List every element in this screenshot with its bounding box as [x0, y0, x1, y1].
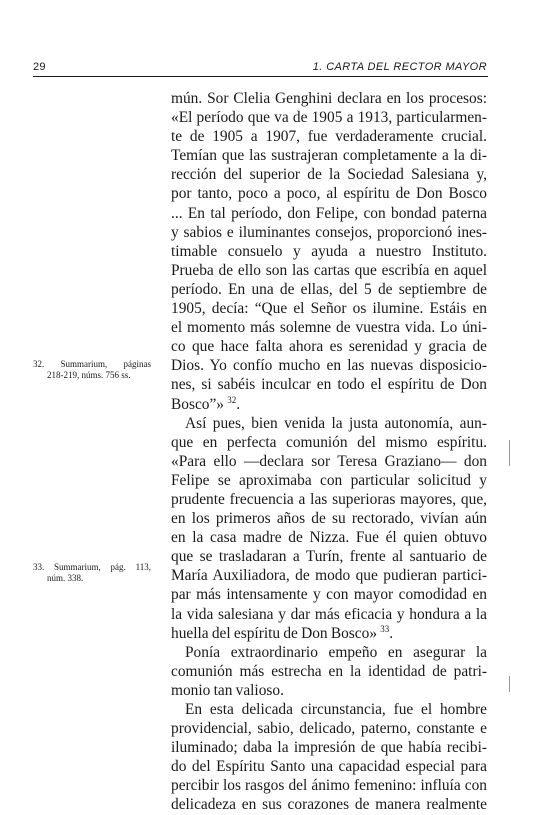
body-line: «Para ello —declara sor Teresa Graziano— don — [171, 452, 487, 470]
body-line: mún. Sor Clelia Genghini declara en los procesos: — [171, 90, 487, 107]
footnote-text: 32. Summarium, páginas — [33, 359, 151, 369]
body-line: ... En tal período, don Felipe, con bondad paterna — [171, 204, 487, 222]
body-line: que en perfecta comunión del mismo espíritu. — [171, 433, 487, 451]
footnote-text: núm. 338. — [47, 573, 84, 583]
body-line: Prueba de ello son las cartas que escribía en aquel — [171, 261, 487, 279]
body-line: percibir los rasgos del ánimo femenino: influía con — [171, 777, 487, 795]
margin-scan-mark — [509, 676, 510, 692]
body-line: período. En una de ellas, del 5 de septiembre de — [171, 280, 487, 298]
footnote-ref-32: 32 — [227, 394, 237, 405]
body-line: timable consuelo y ayuda a nuestro Instituto. — [171, 242, 487, 260]
body-line: par más intensamente y con mayor comodidad en — [171, 586, 487, 604]
footnote-line — [33, 562, 151, 573]
body-line: te de 1905 a 1907, fue verdaderamente crucial. — [171, 128, 487, 146]
body-line: Temían que las sustrajeran completamente a la di- — [171, 147, 487, 165]
body-line: y sabios e iluminantes consejos, proporcionó ines- — [171, 223, 487, 241]
footnote-ref-33: 33 — [380, 623, 390, 634]
body-line: huella del espíritu de Don Bosco» $^{33}$. — [171, 623, 394, 642]
body-line: María Auxiliadora, de modo que pudieran partici- — [171, 567, 487, 585]
body-line: la vida salesiana y dar más eficacia y hondura a la — [171, 605, 487, 623]
body-line-text: Bosco”» — [171, 395, 228, 413]
body-line: monio tan valioso. — [171, 681, 284, 699]
body-line: En esta delicada circunstancia, fue el hombre — [185, 701, 487, 718]
body-line: comunión más estrecha en la identidad de patri- — [171, 662, 487, 680]
page-number: 29 — [33, 61, 46, 73]
header-rule — [33, 76, 488, 77]
body-line: Dios. Yo confío mucho en las nuevas disposicio- — [171, 357, 487, 375]
body-line: providencial, sabio, delicado, paterno, constante e — [171, 720, 487, 738]
body-line: por tanto, poco a poco, al espíritu de Don Bosco — [171, 185, 487, 203]
footnote-33 — [33, 562, 151, 584]
margin-scan-mark — [509, 440, 510, 466]
body-line: prudente frecuencia a las superioras mayores, que, — [171, 490, 487, 508]
body-line: Así pues, bien venida la justa autonomía, aun- — [185, 414, 487, 432]
footnote-text: 33. Summarium, pág. 113, — [33, 562, 151, 572]
footnote-line — [33, 573, 151, 584]
footnote-text: 218-219, núms. 756 ss. — [47, 370, 131, 380]
footnote-line — [33, 359, 151, 370]
footnote-32 — [33, 359, 151, 381]
body-line: delicadeza en sus corazones de manera realmente — [171, 796, 487, 814]
body-text — [171, 89, 487, 815]
body-line: rección del superior de la Sociedad Salesiana y, — [171, 166, 487, 184]
body-line: que se trasladaran a Turín, frente al santuario de — [171, 548, 487, 566]
running-head: 1. CARTA DEL RECTOR MAYOR — [312, 61, 487, 73]
body-line: el momento más solemne de vuestra vida. Lo úni- — [171, 319, 487, 337]
body-line: Ponía extraordinario empeño en asegurar la — [185, 643, 487, 661]
body-line: 1905, decía: “Que el Señor os ilumine. Estáis en — [171, 300, 487, 318]
body-line: iluminado; daba la impresión de que había recibi- — [171, 739, 487, 757]
body-line: «El período que va de 1905 a 1913, particularmen- — [171, 109, 487, 127]
body-line: nes, si sabéis inculcar en todo el espíritu de Don — [171, 376, 487, 394]
body-line: Felipe se aproximaba con particular solicitud y — [171, 471, 487, 489]
body-line-text: huella del espíritu de Don Bosco» — [171, 624, 381, 642]
body-line: en la casa madre de Nizza. Fue él quien obtuvo — [171, 529, 487, 547]
body-line: en los primeros años de su rectorado, vivían aún — [171, 510, 487, 528]
footnote-line — [33, 370, 151, 381]
body-line: co que hace falta ahora es serenidad y gracia de — [171, 338, 487, 356]
body-line: Bosco”» $^{32}$. — [171, 394, 241, 413]
body-line: do del Espíritu Santo una capacidad especial para — [171, 758, 487, 776]
